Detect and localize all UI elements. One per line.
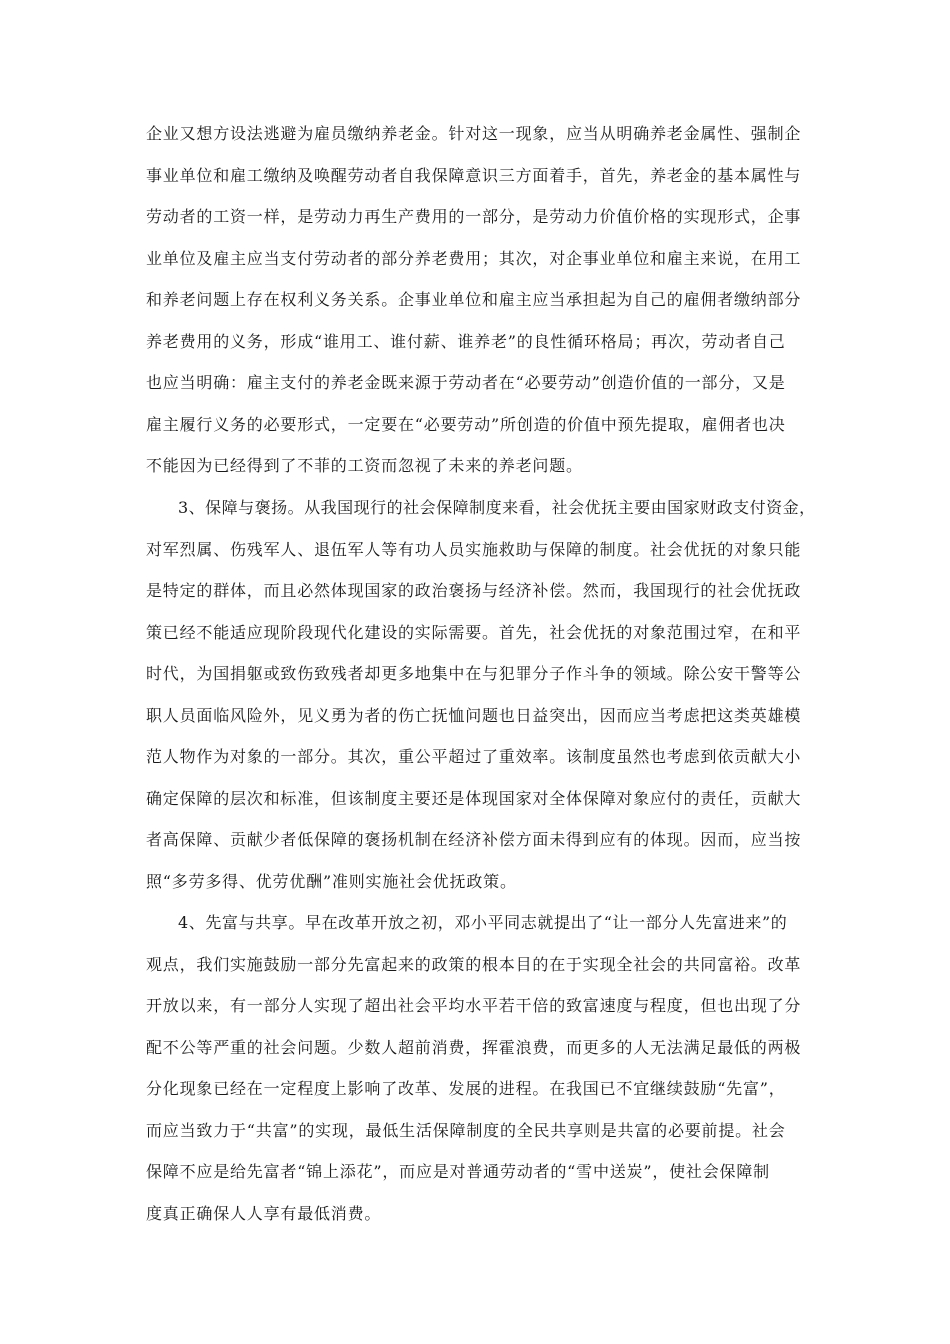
text-line: 事业单位和雇工缴纳及唤醒劳动者自我保障意识三方面着手，首先，养老金的基本属性与 — [146, 166, 802, 185]
text-line: 职人员面临风险外，见义勇为者的伤亡抚恤问题也日益突出，因而应当考虑把这类英雄模 — [146, 706, 802, 725]
text-line: 照“多劳多得、优劳优酬”准则实施社会优抚政策。 — [146, 872, 517, 891]
text-line: 和养老问题上存在权利义务关系。企事业单位和雇主应当承担起为自己的雇佣者缴纳部分 — [146, 290, 802, 309]
text-line: 时代，为国捐躯或致伤致残者却更多地集中在与犯罪分子作斗争的领域。除公安干警等公 — [146, 664, 802, 683]
text-line: 范人物作为对象的一部分。其次，重公平超过了重效率。该制度虽然也考虑到依贡献大小 — [146, 747, 802, 766]
text-line: 分化现象已经在一定程度上影响了改革、发展的进程。在我国已不宜继续鼓励“先富”， — [146, 1079, 786, 1098]
text-line: 不能因为已经得到了不菲的工资而忽视了未来的养老问题。 — [146, 456, 583, 475]
text-line: 是特定的群体，而且必然体现国家的政治褒扬与经济补偿。然而，我国现行的社会优抚政 — [146, 581, 802, 600]
text-line: 保障不应是给先富者“锦上添花”，而应是对普通劳动者的“雪中送炭”，使社会保障制 — [146, 1162, 770, 1181]
text-line: 而应当致力于“共富”的实现，最低生活保障制度的全民共享则是共富的必要前提。社会 — [146, 1121, 786, 1140]
text-line: 者高保障、贡献少者低保障的褒扬机制在经济补偿方面未得到应有的体现。因而，应当按 — [146, 830, 802, 849]
text-line: 开放以来，有一部分人实现了超出社会平均水平若干倍的致富速度与程度，但也出现了分 — [146, 996, 802, 1015]
text-line: 养老费用的义务，形成“谁用工、谁付薪、谁养老”的良性循环格局；再次，劳动者自己 — [146, 332, 786, 351]
text-line: 度真正确保人人享有最低消费。 — [146, 1204, 382, 1223]
text-line: 雇主履行义务的必要形式，一定要在“必要劳动”所创造的价值中预先提取，雇佣者也决 — [146, 415, 786, 434]
text-line: 也应当明确：雇主支付的养老金既来源于劳动者在“必要劳动”创造价值的一部分，又是 — [146, 373, 786, 392]
paragraph-heading-line: 4、先富与共享。早在改革开放之初，邓小平同志就提出了“让一部分人先富进来”的 — [178, 913, 788, 932]
text-line: 业单位及雇主应当支付劳动者的部分养老费用；其次，对企事业单位和雇主来说，在用工 — [146, 249, 802, 268]
text-line: 策已经不能适应现阶段现代化建设的实际需要。首先，社会优抚的对象范围过窄，在和平 — [146, 623, 802, 642]
text-line: 观点，我们实施鼓励一部分先富起来的政策的根本目的在于实现全社会的共同富裕。改革 — [146, 955, 802, 974]
text-line: 确定保障的层次和标准，但该制度主要还是体现国家对全体保障对象应付的责任，贡献大 — [146, 789, 802, 808]
text-line: 企业又想方设法逃避为雇员缴纳养老金。针对这一现象，应当从明确养老金属性、强制企 — [146, 124, 802, 143]
text-line: 配不公等严重的社会问题。少数人超前消费，挥霍浪费，而更多的人无法满足最低的两极 — [146, 1038, 802, 1057]
paragraph-heading-line: 3、保障与褒扬。从我国现行的社会保障制度来看，社会优抚主要由国家财政支付资金， — [178, 498, 816, 517]
text-line: 对军烈属、伤残军人、退伍军人等有功人员实施救助与保障的制度。社会优抚的对象只能 — [146, 540, 802, 559]
text-line: 劳动者的工资一样，是劳动力再生产费用的一部分，是劳动力价值价格的实现形式，企事 — [146, 207, 802, 226]
